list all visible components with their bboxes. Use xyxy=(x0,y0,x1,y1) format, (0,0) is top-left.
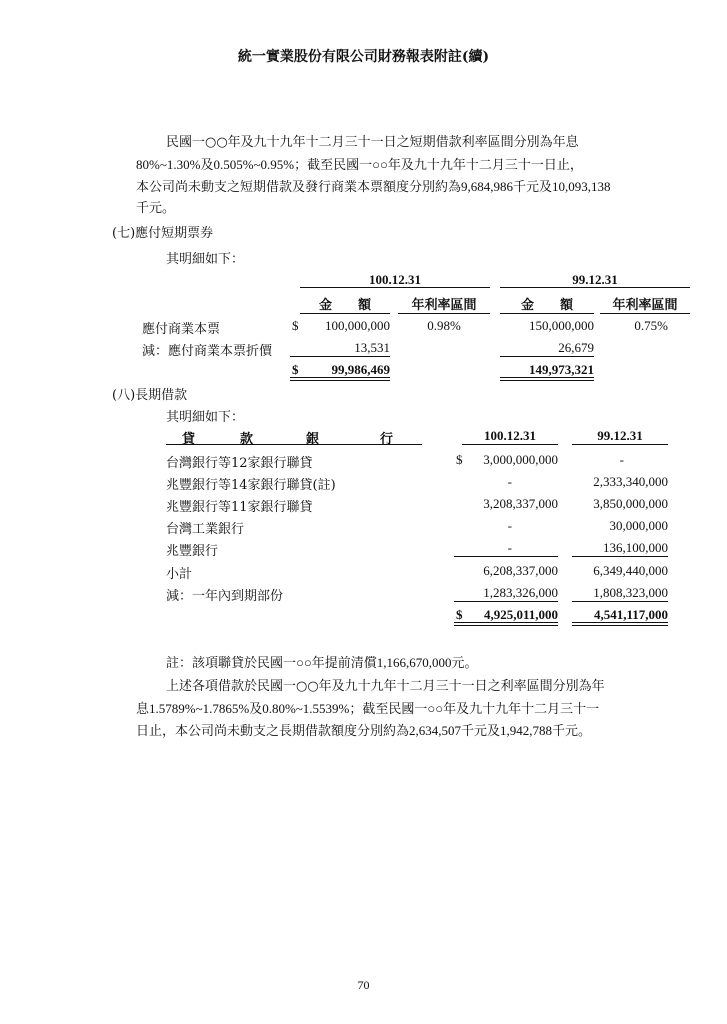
s7-row-currency: $ xyxy=(292,318,299,333)
section7-heading: (七)應付短期票券 xyxy=(112,226,214,241)
intro-line-4: 千元。 xyxy=(136,201,176,216)
lt-row-value-2: 6,349,440,000 xyxy=(593,563,668,578)
period-rule-2 xyxy=(500,287,690,288)
s7-row-amount-2: 150,000,000 xyxy=(529,318,594,333)
lt-total-value-1: 4,925,011,000 xyxy=(483,607,558,622)
s7-row-rate-2: 0.75% xyxy=(634,318,668,333)
col-amount-1: 金 額 xyxy=(300,294,390,314)
lt-row-value-1: 1,283,326,000 xyxy=(483,585,558,600)
lt-row-label: 小計 xyxy=(166,567,193,582)
col-rate-1: 年利率區間 xyxy=(398,294,490,314)
s7-total-double-rule-1 xyxy=(290,377,390,381)
lt-row-value-2: 30,000,000 xyxy=(609,518,668,533)
lt-period-header-2: 99.12.31 xyxy=(572,428,668,445)
s7-total-amount-1: 99,986,469 xyxy=(331,362,390,377)
s7-row-label: 減：應付商業本票折價 xyxy=(142,344,273,359)
s7-subtotal-rule-2 xyxy=(500,356,594,357)
lt-row-value-2: 3,850,000,000 xyxy=(593,496,668,511)
page-number: 70 xyxy=(357,978,370,992)
lt-period-header-1: 100.12.31 xyxy=(462,428,558,445)
lt-row-currency: $ xyxy=(456,452,463,467)
lt-row-value-1: - xyxy=(507,474,512,489)
s7-subtotal-rule-1 xyxy=(290,356,390,357)
bank-header-char: 行 xyxy=(380,432,394,447)
lt-subtotal-rule-1 xyxy=(454,556,558,557)
note-line-2: 息1.5789%~1.7865%及0.80%~1.5539%；截至民國一○○年及九十九年十二月三十一 xyxy=(136,701,600,716)
lt-row-value-1: - xyxy=(507,540,512,555)
s7-row-rate-1: 0.98% xyxy=(427,318,461,333)
lt-row-label: 兆豐銀行等14家銀行聯貸(註) xyxy=(166,478,336,493)
lt-row-label: 台灣工業銀行 xyxy=(166,522,245,537)
bank-header-char: 銀 xyxy=(306,432,320,447)
s7-row-amount-2: 26,679 xyxy=(558,340,594,355)
s7-total-currency: $ xyxy=(292,362,299,377)
lt-total-value-2: 4,541,117,000 xyxy=(593,607,668,622)
lt-row-label: 兆豐銀行等11家銀行聯貸 xyxy=(166,500,313,515)
section7-subheading: 其明細如下： xyxy=(166,252,245,267)
col-amount-2: 金 額 xyxy=(500,294,594,314)
period-header-1: 100.12.31 xyxy=(369,272,421,287)
lt-row-label: 台灣銀行等12家銀行聯貸 xyxy=(166,456,313,471)
bank-header-char: 貸 xyxy=(182,432,196,447)
note-line-3: 日止，本公司尚未動支之長期借款額度分別約為2,634,507千元及1,942,788千元。 xyxy=(136,723,592,738)
bank-header-rule xyxy=(166,444,422,445)
page-title: 統一實業股份有限公司財務報表附註(續) xyxy=(237,49,490,65)
lt-total-currency: $ xyxy=(456,607,463,622)
intro-line-3: 本公司尚未動支之短期借款及發行商業本票額度分別約為9,684,986千元及10,093,138 xyxy=(136,179,611,194)
intro-line-1: 民國一○○年及九十九年十二月三十一日之短期借款利率區間分別為年息 xyxy=(166,135,579,150)
lt-row-value-1: 6,208,337,000 xyxy=(483,563,558,578)
lt-row-value-2: 1,808,323,000 xyxy=(593,585,668,600)
lt-row-value-2: 2,333,340,000 xyxy=(593,474,668,489)
section8-subheading: 其明細如下： xyxy=(166,410,245,425)
note-line-1: 上述各項借款於民國一○○年及九十九年十二月三十一日之利率區間分別為年 xyxy=(166,679,605,694)
lt-row-value-1: 3,208,337,000 xyxy=(483,496,558,511)
period-header-2: 99.12.31 xyxy=(572,272,618,287)
s7-total-double-rule-2 xyxy=(500,377,594,381)
lt-total-double-rule-2 xyxy=(572,622,668,626)
lt-deduction-rule-2 xyxy=(572,601,668,602)
s7-row-amount-1: 13,531 xyxy=(354,340,390,355)
lt-row-value-2: 136,100,000 xyxy=(603,540,668,555)
note-text: 註：該項聯貸於民國一○○年提前清償1,166,670,000元。 xyxy=(166,655,478,670)
intro-line-2: 80%~1.30%及0.505%~0.95%；截至民國一○○年及九十九年十二月三十一日止， xyxy=(136,157,583,172)
bank-header-char: 款 xyxy=(240,432,254,447)
lt-total-double-rule-1 xyxy=(454,622,558,626)
lt-row-label: 減：一年內到期部份 xyxy=(166,589,284,604)
s7-row-amount-1: 100,000,000 xyxy=(325,318,390,333)
lt-row-value-2: - xyxy=(619,452,624,467)
period-rule-1 xyxy=(300,287,490,288)
col-rate-2: 年利率區間 xyxy=(600,294,690,314)
lt-row-value-1: 3,000,000,000 xyxy=(483,452,558,467)
lt-row-label: 兆豐銀行 xyxy=(166,544,219,559)
s7-row-label: 應付商業本票 xyxy=(142,322,221,337)
lt-subtotal-rule-2 xyxy=(572,556,668,557)
section8-heading: (八)長期借款 xyxy=(112,388,188,403)
lt-row-value-1: - xyxy=(507,518,512,533)
s7-total-amount-2: 149,973,321 xyxy=(529,362,594,377)
lt-deduction-rule-1 xyxy=(454,601,558,602)
